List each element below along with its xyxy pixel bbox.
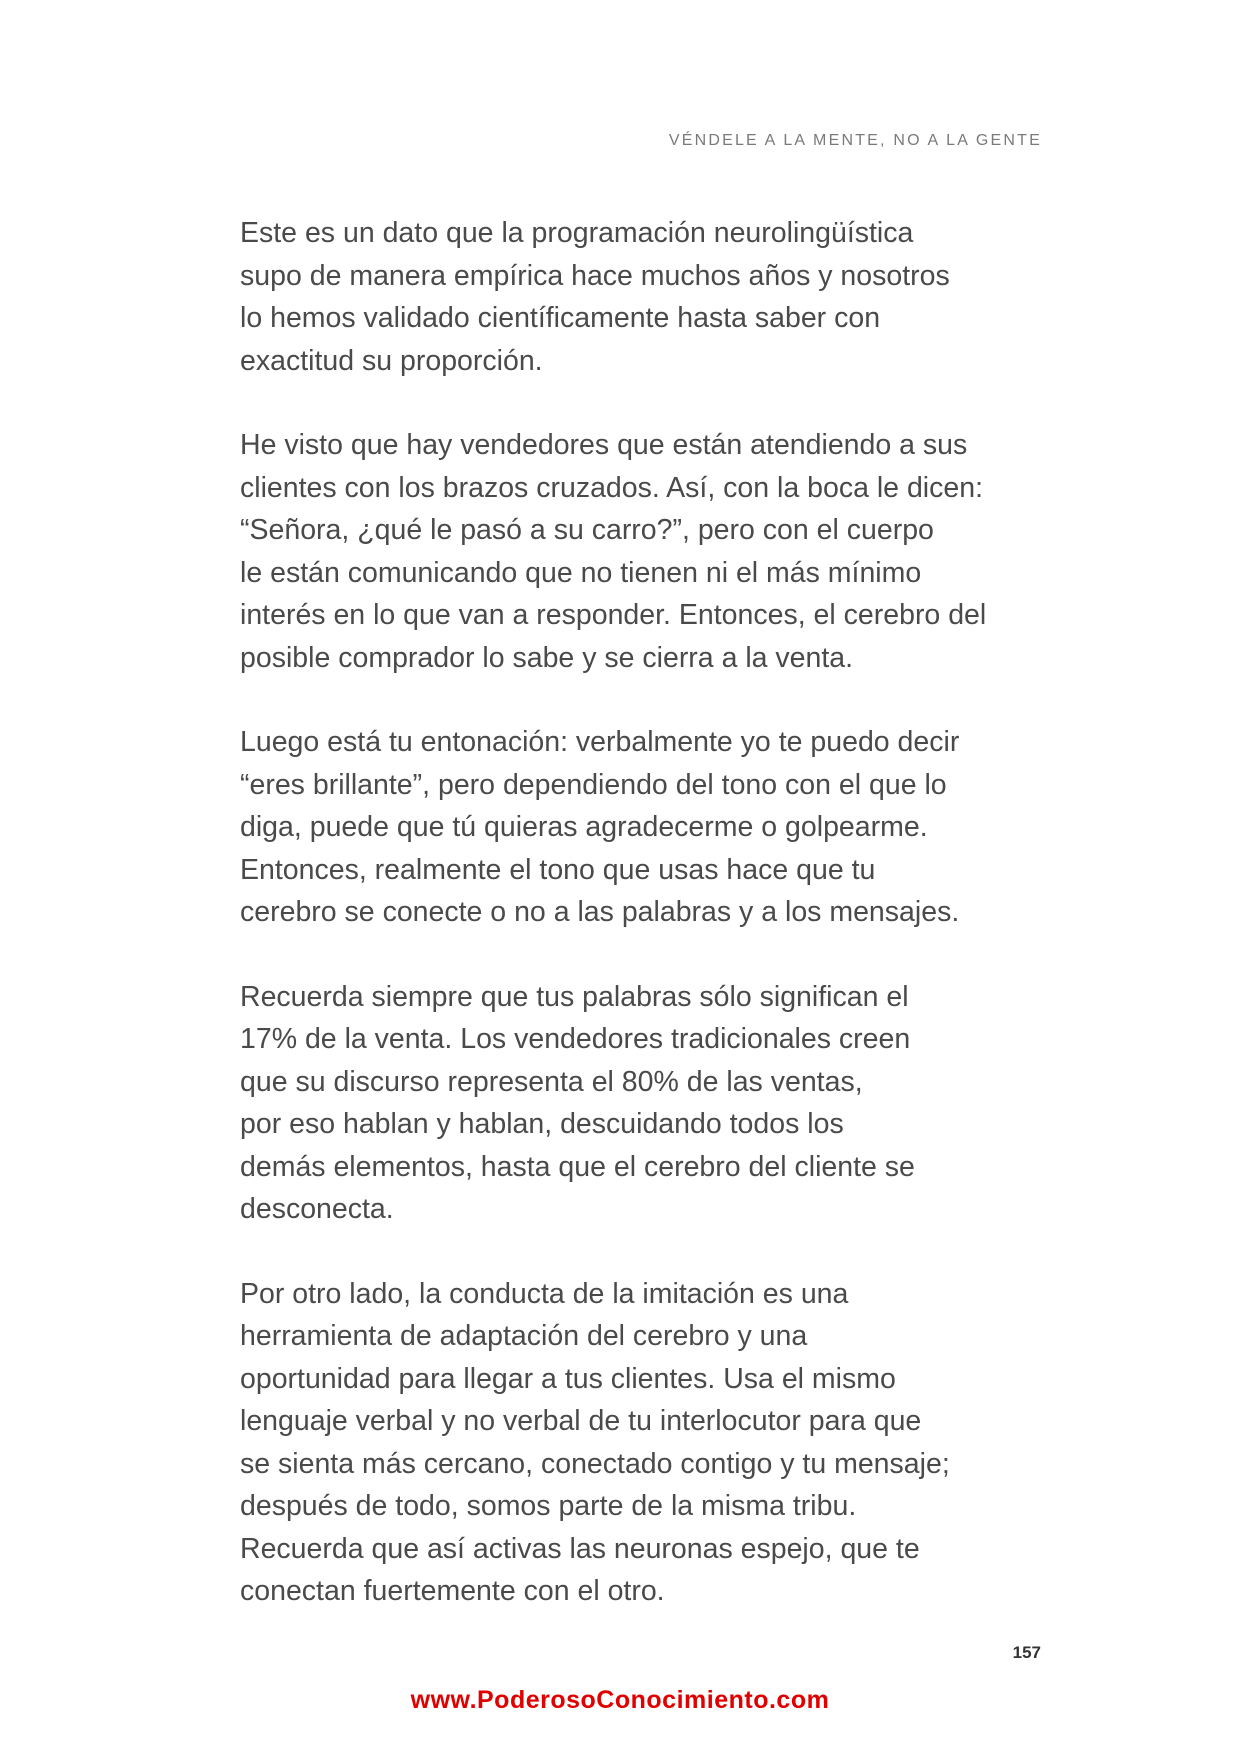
text-line: posible comprador lo sabe y se cierra a la venta. (240, 641, 854, 674)
body-text (240, 212, 1070, 1655)
text-line: por eso hablan y hablan, descuidando todos los (240, 1108, 844, 1140)
paragraph-1 (240, 212, 1070, 382)
text-line: después de todo, somos parte de la misma tribu. (240, 1490, 857, 1522)
text-line: Este es un dato que la programación neurolingüística (240, 217, 914, 249)
text-line: oportunidad para llegar a tus clientes. Usa el mismo (240, 1362, 896, 1395)
page-number: 157 (1012, 1643, 1041, 1662)
paragraph-2 (240, 424, 1070, 679)
text-line: He visto que hay vendedores que están atendiendo a sus (240, 429, 968, 461)
text-line: lenguaje verbal y no verbal de tu interlocutor para que (240, 1405, 922, 1437)
text-line: clientes con los brazos cruzados. Así, con la boca le dicen: (240, 471, 983, 504)
text-line: “eres brillante”, pero dependiendo del tono con el que lo (240, 768, 947, 801)
paragraph-4 (240, 976, 1070, 1231)
paragraph-5 (240, 1273, 1070, 1613)
text-line: le están comunicando que no tienen ni el más mínimo (240, 556, 922, 589)
paragraph-3 (240, 721, 1070, 934)
text-line: demás elementos, hasta que el cerebro del cliente se (240, 1150, 915, 1183)
text-line: Recuerda que así activas las neuronas espejo, que te (240, 1532, 920, 1565)
watermark-link: www.PoderosoConocimiento.com (410, 1686, 830, 1714)
text-line: interés en lo que van a responder. Entonces, el cerebro del (240, 599, 987, 631)
text-line: se sienta más cercano, conectado contigo y tu mensaje; (240, 1447, 950, 1480)
text-line: Entonces, realmente el tono que usas hace que tu (240, 853, 876, 886)
text-line: conectan fuertemente con el otro. (240, 1575, 665, 1607)
text-line: que su discurso representa el 80% de las ventas, (240, 1065, 863, 1098)
text-line: exactitud su proporción. (240, 344, 543, 377)
text-line: “Señora, ¿qué le pasó a su carro?”, pero con el cuerpo (240, 514, 934, 546)
text-line: Por otro lado, la conducta de la imitación es una (240, 1277, 849, 1310)
text-line: diga, puede que tú quieras agradecerme o golpearme. (240, 811, 928, 843)
text-line: supo de manera empírica hace muchos años y nosotros (240, 259, 950, 292)
text-line: cerebro se conecte o no a las palabras y a los mensajes. (240, 896, 960, 928)
text-line: Recuerda siempre que tus palabras sólo significan el (240, 980, 909, 1013)
running-header: VÉNDELE A LA MENTE, NO A LA GENTE (668, 132, 1042, 149)
text-line: lo hemos validado científicamente hasta saber con (240, 302, 881, 334)
text-line: herramienta de adaptación del cerebro y una (240, 1320, 808, 1352)
text-line: Luego está tu entonación: verbalmente yo te puedo decir (240, 726, 960, 758)
text-line: desconecta. (240, 1193, 394, 1225)
text-line: 17% de la venta. Los vendedores tradicionales creen (240, 1023, 911, 1055)
